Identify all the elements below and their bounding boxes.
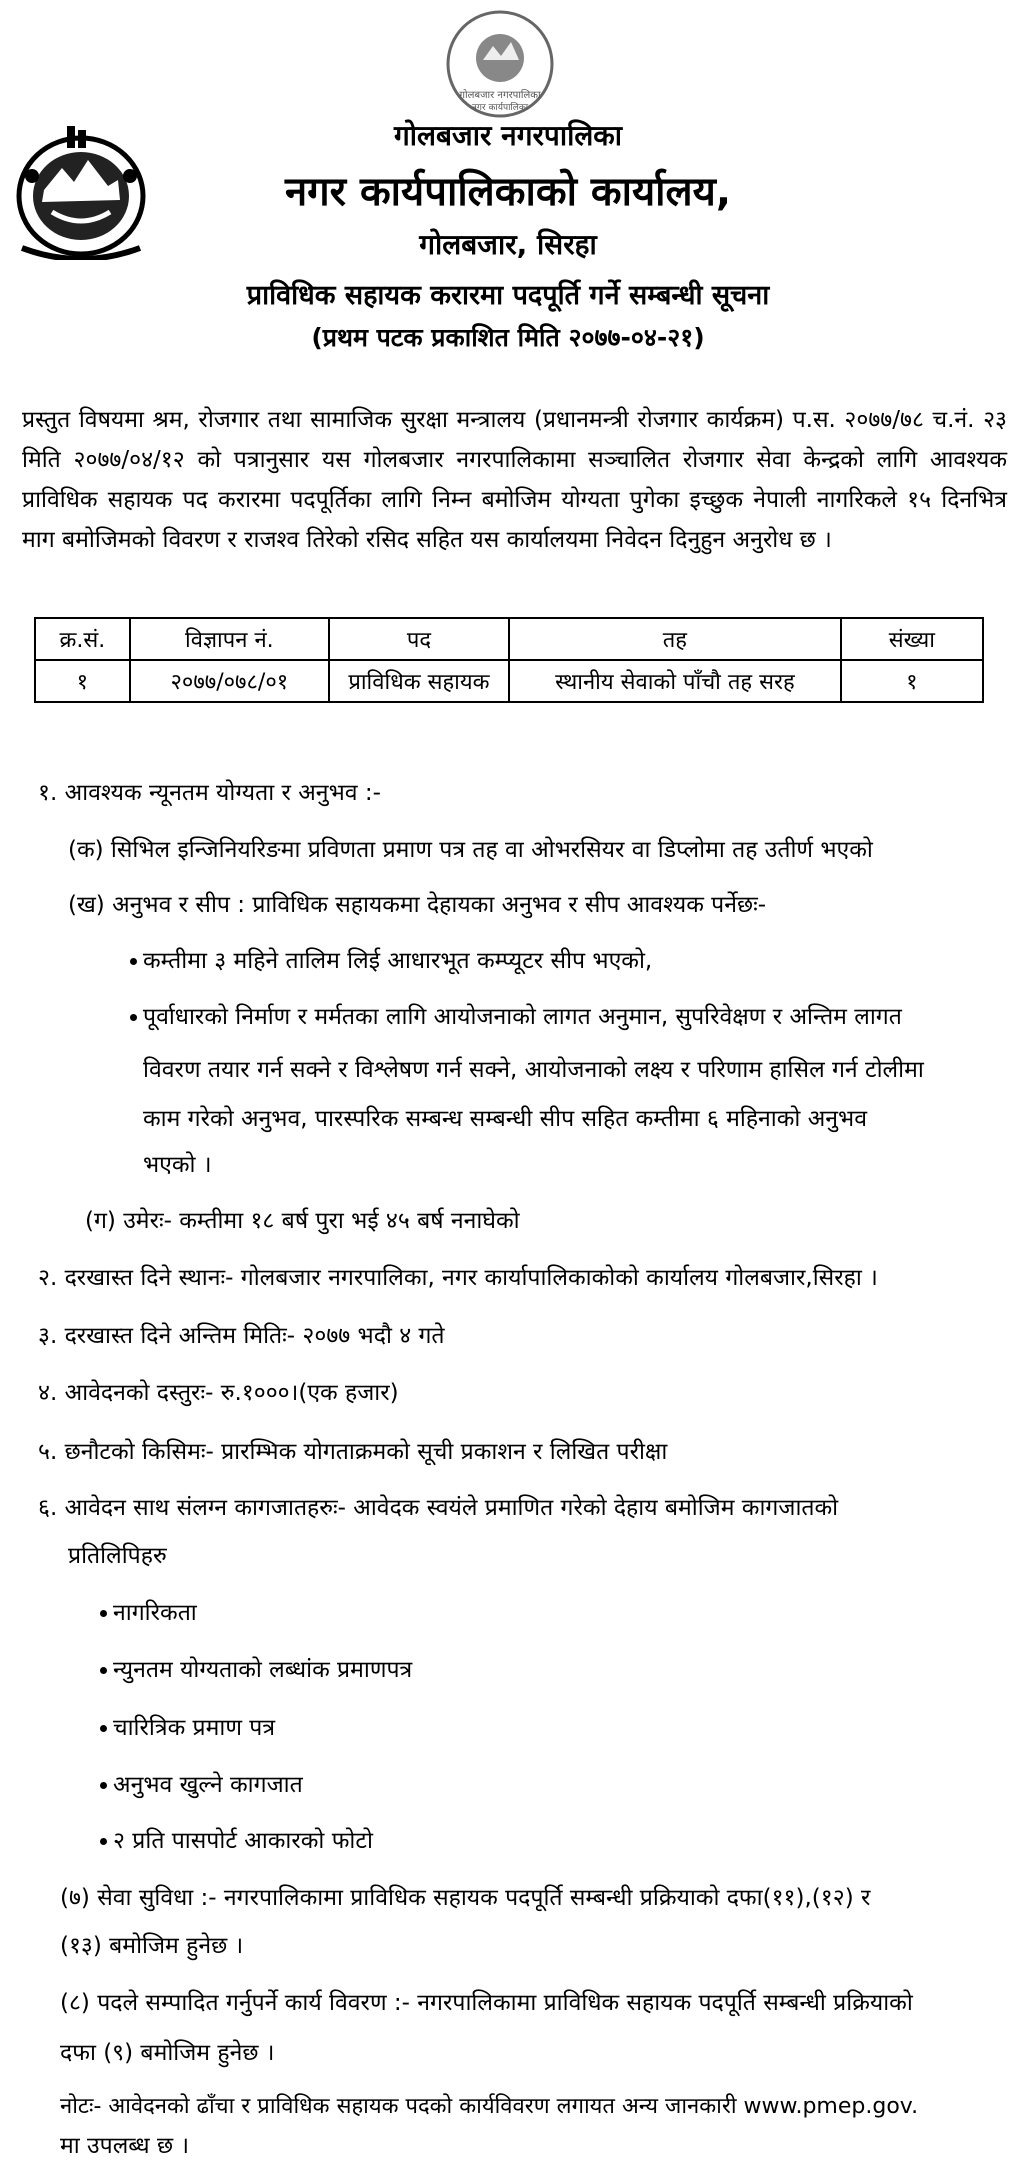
- document-item: [100, 1652, 412, 1684]
- note-line-1: नोटः- आवेदनको ढाँचा र प्राविधिक सहायक पदको कार्यविवरण लगायत अन्य जानकारी www.pmep.gov.: [60, 2094, 919, 2119]
- table-header: तह: [509, 618, 841, 660]
- section-1-title: १. आवश्यक न्यूनतम योग्यता र अनुभव :-: [38, 780, 381, 806]
- table-header: संख्या: [841, 618, 983, 660]
- section-8-line-2: दफा (९) बमोजिम हुनेछ ।: [60, 2040, 275, 2066]
- office-title: नगर कार्यपालिकाको कार्यालय,: [284, 169, 732, 215]
- table-cell: १: [35, 660, 130, 702]
- office-location: गोलबजार, सिरहा: [419, 228, 597, 261]
- section-1-kha: (ख) अनुभव र सीप : प्राविधिक सहायकमा देहायका अनुभव र सीप आवश्यक पर्नेछः-: [68, 892, 767, 918]
- table-row: [35, 660, 983, 702]
- document-item: [100, 1767, 303, 1799]
- bullet-icon: [130, 1014, 137, 1021]
- bullet-icon: [100, 1725, 107, 1732]
- section-1-ga: (ग) उमेरः- कम्तीमा १८ बर्ष पुरा भई ४५ बर्ष ननाघेको: [85, 1208, 520, 1234]
- intro-paragraph: प्रस्तुत विषयमा श्रम, रोजगार तथा सामाजिक सुरक्षा मन्त्रालय (प्रधानमन्त्री रोजगार कार्यक्रम) प.स. २०७७/७८ च.नं. २३ मिति २०७७/०४/१२ को पत्रानुसार यस गोलबजार नगरपालिकामा सञ्चालित रोजगार सेवा केन्द्रको लागि आवश्यक प्राविधिक सहायक पद करारमा पदपूर्तिका लागि निम्न बमोजिम योग्यता पुगेका इच्छुक नेपाली नागरिकले १५ दिनभित्र माग बमोजिमको विवरण र राजश्व तिरेको रसिद सहित यस कार्यालयमा निवेदन दिनुहुन अनुरोध छ ।: [22, 407, 1007, 553]
- office-stamp: [425, 6, 575, 126]
- section-1-bullet-2-line-4: भएको ।: [143, 1152, 212, 1178]
- document-item: [100, 1710, 275, 1742]
- bullet-icon: [100, 1610, 107, 1617]
- document-item-text: २ प्रति पासपोर्ट आकारको फोटो: [113, 1828, 373, 1854]
- section-1-ka: (क) सिभिल इन्जिनियरिङमा प्रविणता प्रमाण पत्र तह वा ओभरसियर वा डिप्लोमा तह उतीर्ण भएको: [68, 837, 873, 863]
- table-cell: १: [841, 660, 983, 702]
- table-header-row: [35, 618, 983, 660]
- svg-text:नगर कार्यपालिका: नगर कार्यपालिका: [471, 103, 529, 113]
- bullet-icon: [100, 1838, 107, 1845]
- section-5: ५. छनौटको किसिमः- प्रारम्भिक योगताक्रमको सूची प्रकाशन र लिखित परीक्षा: [38, 1439, 668, 1465]
- section-7-line-1: (७) सेवा सुविधा :- नगरपालिकामा प्राविधिक सहायक पदपूर्ति सम्बन्धी प्रक्रियाको दफा(११),(१२) र: [60, 1885, 871, 1911]
- section-8-line-1: (८) पदले सम्पादित गर्नुपर्ने कार्य विवरण :- नगरपालिकामा प्राविधिक सहायक पदपूर्ति सम्बन्धी प्रक्रियाको: [60, 1990, 913, 2016]
- section-1-bullet-2-line-3: काम गरेको अनुभव, पारस्परिक सम्बन्ध सम्बन्धी सीप सहित कम्तीमा ६ महिनाको अनुभव: [143, 1106, 867, 1132]
- section-1-bullet-2-line-2: विवरण तयार गर्न सक्ने र विश्लेषण गर्न सक्ने, आयोजनाको लक्ष्य र परिणाम हासिल गर्न टोलीमा: [143, 1057, 924, 1083]
- table-cell: प्राविधिक सहायक: [329, 660, 509, 702]
- published-date: (प्रथम पटक प्रकाशित मिति २०७७-०४-२१): [311, 323, 705, 352]
- table-cell: स्थानीय सेवाको पाँचौ तह सरह: [509, 660, 841, 702]
- document-item-text: न्युनतम योग्यताको लब्धांक प्रमाणपत्र: [113, 1657, 413, 1683]
- document-item-text: अनुभव खुल्ने कागजात: [113, 1772, 303, 1798]
- document-item: [100, 1823, 373, 1855]
- section-1-bullet-2: [130, 999, 902, 1031]
- table-header: पद: [329, 618, 509, 660]
- section-1-bullet-1: [130, 943, 652, 975]
- document-item: [100, 1595, 197, 1627]
- notice-subject: प्राविधिक सहायक करारमा पदपूर्ति गर्ने सम्बन्धी सूचना: [246, 280, 770, 311]
- table-header: क्र.सं.: [35, 618, 130, 660]
- table-header: विज्ञापन नं.: [130, 618, 329, 660]
- section-6-line-2: प्रतिलिपिहरु: [68, 1543, 167, 1569]
- section-3: ३. दरखास्त दिने अन्तिम मितिः- २०७७ भदौ ४ गते: [38, 1323, 445, 1349]
- note-line-2: मा उपलब्ध छ ।: [60, 2133, 190, 2159]
- svg-text:गोलबजार नगरपालिका: गोलबजार नगरपालिका: [459, 90, 541, 101]
- bullet-text: पूर्वाधारको निर्माण र मर्मतका लागि आयोजनाको लागत अनुमान, सुपरिवेक्षण र अन्तिम लागत: [143, 1004, 902, 1030]
- document-item-text: नागरिकता: [113, 1600, 197, 1626]
- bullet-icon: [130, 958, 137, 965]
- vacancy-table: [34, 617, 984, 703]
- section-6-line-1: ६. आवेदन साथ संलग्न कागजातहरुः- आवेदक स्वयंले प्रमाणित गरेको देहाय बमोजिम कागजातको: [38, 1495, 839, 1521]
- table-cell: २०७७/०७८/०१: [130, 660, 329, 702]
- section-7-line-2: (१३) बमोजिम हुनेछ ।: [60, 1933, 244, 1959]
- section-2: २. दरखास्त दिने स्थानः- गोलबजार नगरपालिका, नगर कार्यापालिकाकोको कार्यालय गोलबजार,सिरहा ।: [38, 1265, 878, 1291]
- bullet-icon: [100, 1782, 107, 1789]
- bullet-icon: [100, 1667, 107, 1674]
- section-4: ४. आवेदनको दस्तुरः- रु.१०००।(एक हजार): [38, 1380, 399, 1406]
- document-item-text: चारित्रिक प्रमाण पत्र: [113, 1715, 276, 1741]
- municipality-name: गोलबजार नगरपालिका: [393, 119, 623, 152]
- bullet-text: कम्तीमा ३ महिने तालिम लिई आधारभूत कम्प्यूटर सीप भएको,: [143, 948, 653, 974]
